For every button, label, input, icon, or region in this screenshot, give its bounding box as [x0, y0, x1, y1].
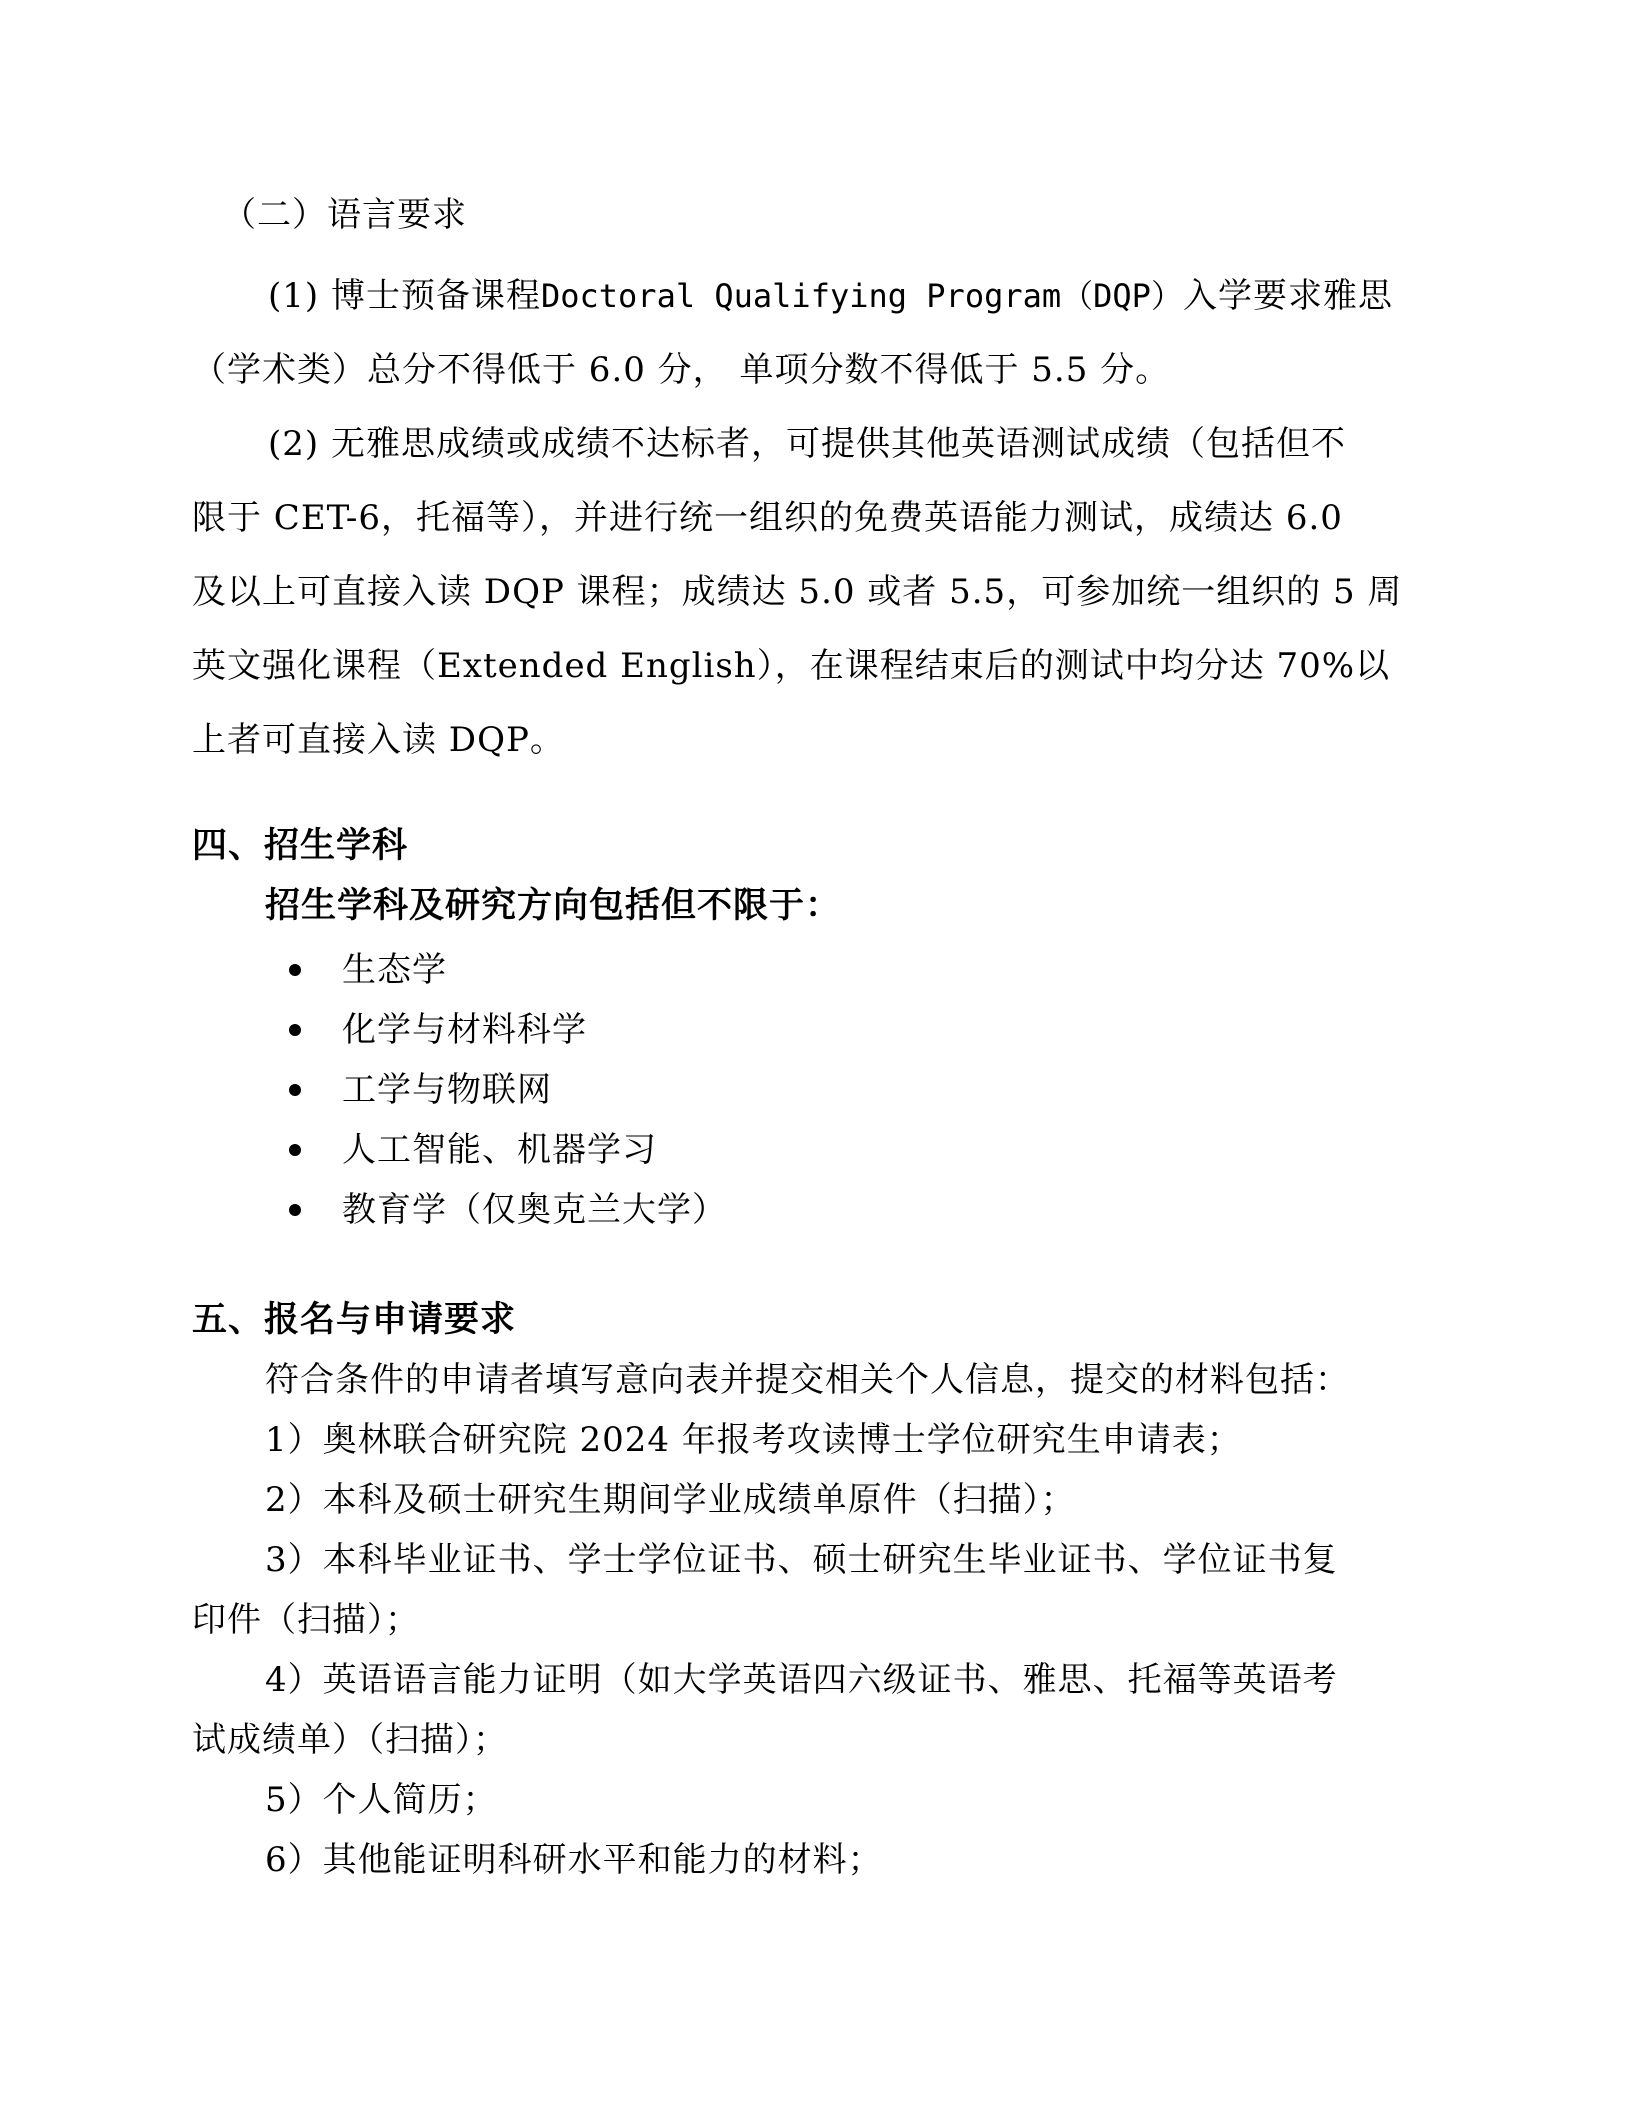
disciplines-intro: 招生学科及研究方向包括但不限于：	[265, 886, 842, 926]
list-item-label: 生态学	[342, 950, 447, 990]
language-item-2-line-3: 及以上可直接入读 DQP 课程；成绩达 5.0 或者 5.5，可参加统一组织的 5 周	[192, 572, 1403, 612]
disciplines-heading: 四、招生学科	[192, 826, 409, 866]
language-item-2-line-2: 限于 CET-6，托福等），并进行统一组织的免费英语能力测试，成绩达 6.0	[192, 498, 1343, 538]
bullet-icon	[289, 1024, 301, 1036]
language-item-2-line-1: (2) 无雅思成绩或成绩不达标者，可提供其他英语测试成绩（包括但不	[268, 424, 1346, 464]
application-heading: 五、报名与申请要求	[192, 1300, 517, 1340]
language-item-1-suffix: 入学要求雅思	[1182, 276, 1393, 316]
language-item-1-prefix: (1) 博士预备课程	[268, 276, 541, 316]
list-item: 试成绩单）（扫描）；	[192, 1720, 508, 1760]
list-item-label: 教育学（仅奥克兰大学）	[342, 1190, 727, 1230]
list-item: 1）奥林联合研究院 2024 年报考攻读博士学位研究生申请表；	[265, 1420, 1242, 1460]
application-intro: 符合条件的申请者填写意向表并提交相关个人信息，提交的材料包括：	[265, 1360, 1350, 1400]
language-item-2-line-5: 上者可直接入读 DQP。	[192, 720, 565, 760]
language-subheading: （二）语言要求	[222, 195, 467, 235]
language-item-2-line-4: 英文强化课程（Extended English），在课程结束后的测试中均分达 70%以	[192, 646, 1391, 686]
list-item: 印件（扫描）；	[192, 1600, 420, 1640]
list-item: 5）个人简历；	[265, 1780, 498, 1820]
list-item: 3）本科毕业证书、学士学位证书、硕士研究生毕业证书、学位证书复	[265, 1540, 1338, 1580]
list-item: 4）英语语言能力证明（如大学英语四六级证书、雅思、托福等英语考	[265, 1660, 1338, 1700]
bullet-icon	[289, 1084, 301, 1096]
bullet-icon	[289, 1144, 301, 1156]
bullet-icon	[289, 964, 301, 976]
bullet-icon	[289, 1204, 301, 1216]
program-name: Doctoral Qualifying Program（DQP）	[540, 277, 1183, 315]
list-item: 6）其他能证明科研水平和能力的材料；	[265, 1840, 883, 1880]
list-item-label: 化学与材料科学	[342, 1010, 587, 1050]
language-item-1-line-2: （学术类）总分不得低于 6.0 分， 单项分数不得低于 5.5 分。	[192, 350, 1171, 390]
language-item-1-line-1	[268, 276, 1393, 316]
list-item: 2）本科及硕士研究生期间学业成绩单原件（扫描）；	[265, 1480, 1076, 1520]
list-item-label: 人工智能、机器学习	[342, 1130, 657, 1170]
list-item-label: 工学与物联网	[342, 1070, 552, 1110]
